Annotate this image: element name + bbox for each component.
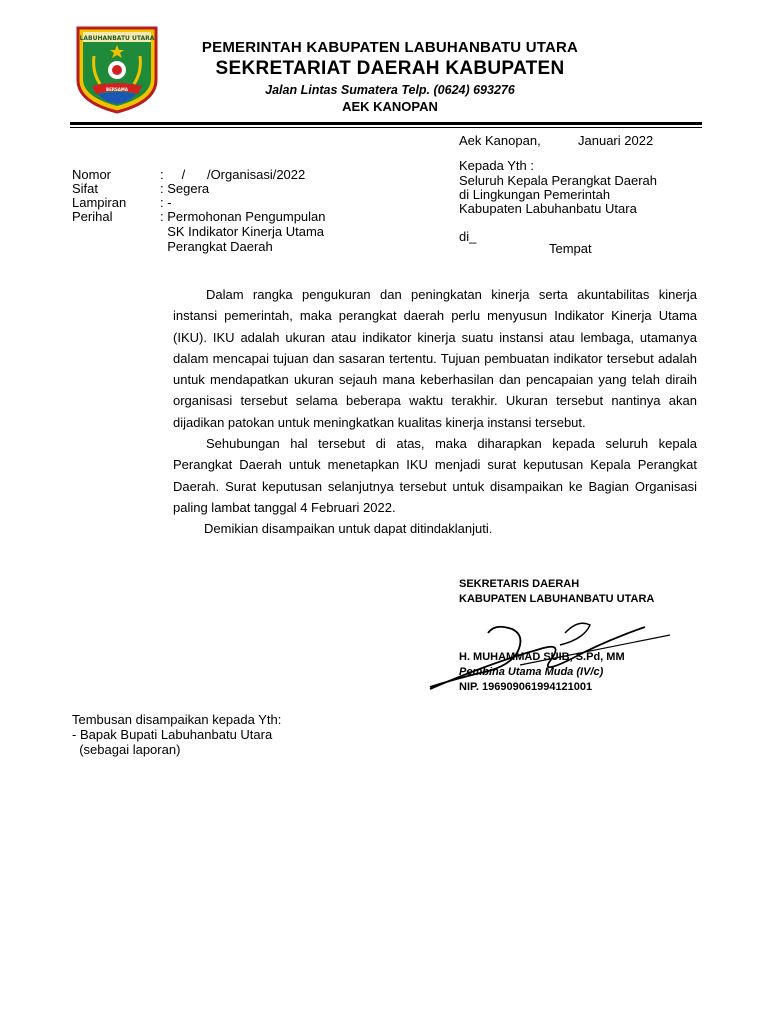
signer-name: H. MUHAMMAD SUIB, S.Pd, MM (459, 651, 625, 663)
letterhead-rule-thin (70, 127, 702, 128)
recipient-di: di_ (459, 229, 477, 244)
signer-rank: Pembina Utama Muda (IV/c) (459, 666, 604, 678)
letterhead-city: AEK KANOPAN (342, 99, 438, 114)
logo-motto: BERSAMA (106, 87, 128, 92)
body-paragraph-2: Sehubungan hal tersebut di atas, maka diharapkan kepada seluruh kepala Perangkat Daerah untuk menetapkan IKU menjadi surat keputusan Kepala Perangkat Daerah. Surat keputusan selanjutnya tersebut untuk disampaikan ke Bagian Organisasi paling lambat tanggal 4 Februari 2022. (173, 436, 697, 515)
nomor-value: : / /Organisasi/2022 (160, 167, 306, 182)
perihal-line: Perangkat Daerah (160, 239, 273, 254)
logo-text: LABUHANBATU UTARA (79, 35, 155, 42)
cc-heading: Tembusan disampaikan kepada Yth: (72, 712, 282, 727)
letter-body (173, 284, 697, 540)
letterhead-office: SEKRETARIAT DAERAH KABUPATEN (215, 58, 565, 79)
recipient-heading: Kepada Yth : (459, 158, 534, 173)
date-place: Aek Kanopan, (459, 133, 541, 148)
sifat-value: : Segera (160, 181, 210, 196)
recipient-line: Seluruh Kepala Perangkat Daerah (459, 173, 658, 188)
recipient-line: di Lingkungan Pemerintah (459, 187, 611, 202)
recipient-tempat: Tempat (549, 241, 592, 256)
perihal-line: SK Indikator Kinerja Utama (160, 224, 325, 239)
letterhead-address: Jalan Lintas Sumatera Telp. (0624) 693276 (265, 83, 515, 97)
perihal-line: : Permohonan Pengumpulan (160, 209, 326, 224)
cc-line: - Bapak Bupati Labuhanbatu Utara (72, 727, 273, 742)
regency-emblem-logo (72, 22, 162, 114)
signer-title-2: KABUPATEN LABUHANBATU UTARA (459, 593, 655, 605)
signer-title-1: SEKRETARIS DAERAH (459, 578, 580, 590)
signer-nip: NIP. 196909061994121001 (459, 681, 593, 693)
lampiran-value: : - (160, 195, 172, 210)
body-paragraph-1: Dalam rangka pengukuran dan peningkatan kinerja serta akuntabilitas kinerja instansi pemerintah, maka perangkat daerah perlu menyusun Indikator Kinerja Utama (IKU). IKU adalah ukuran atau indikator kinerja suatu instansi atau lembaga, utamanya dalam mencapai tujuan dan sasaran tertentu. Tujuan pembuatan indikator tersebut adalah untuk mendapatkan ukuran sejauh mana keberhasilan dan pencapaian yang telah diraih organisasi tersebut selama beberapa waktu terakhir. Ukuran tersebut nantinya akan dijadikan patokan untuk meningkatkan kualitas kinerja instansi tersebut. (173, 287, 697, 430)
perihal-label: Perihal (72, 209, 113, 224)
cc-line: (sebagai laporan) (72, 742, 181, 757)
sifat-label: Sifat (72, 181, 99, 196)
lampiran-label: Lampiran (72, 195, 127, 210)
recipient-line: Kabupaten Labuhanbatu Utara (459, 201, 637, 216)
date-month-year: Januari 2022 (578, 133, 654, 148)
nomor-label: Nomor (72, 167, 112, 182)
letterhead-government: PEMERINTAH KABUPATEN LABUHANBATU UTARA (201, 39, 579, 56)
body-paragraph-3: Demikian disampaikan untuk dapat ditindaklanjuti. (204, 521, 493, 537)
letterhead-rule-thick (70, 122, 702, 125)
